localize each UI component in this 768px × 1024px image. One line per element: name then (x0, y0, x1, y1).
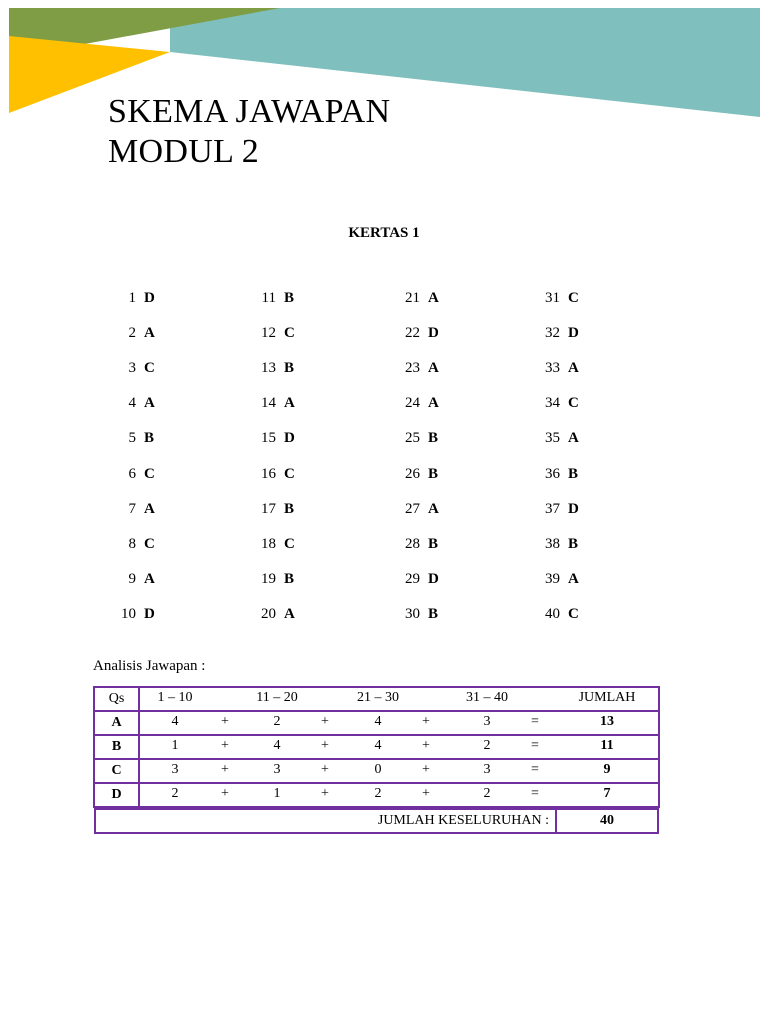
answer-item (534, 393, 579, 413)
question-number: 9 (128, 570, 136, 587)
plus-sign: + (321, 786, 329, 801)
answer-letter: D (568, 500, 579, 517)
plus-sign: + (422, 738, 430, 753)
answer-letter: B (428, 430, 439, 447)
question-number: 35 (545, 430, 560, 447)
answer-item (250, 288, 294, 308)
row-total: 7 (603, 786, 611, 801)
option-count: 4 (171, 714, 179, 729)
answer-item (534, 428, 579, 448)
question-number: 11 (261, 290, 276, 306)
answer-letter: C (568, 395, 579, 412)
plus-sign: + (422, 786, 430, 801)
answer-letter: B (284, 360, 295, 377)
question-number: 23 (405, 360, 420, 377)
option-count: 4 (374, 738, 382, 753)
question-number: 20 (261, 605, 276, 622)
question-number: 40 (545, 605, 560, 622)
answer-letter: B (284, 290, 295, 306)
answer-item (394, 499, 439, 519)
answer-letter: C (144, 465, 155, 482)
answer-letter: C (568, 605, 579, 622)
question-number: 1 (128, 290, 136, 306)
answer-item (394, 323, 439, 343)
answer-letter: B (284, 570, 295, 587)
question-number: 16 (261, 465, 276, 482)
range-header: 31 – 40 (466, 690, 508, 705)
range-header: 21 – 30 (357, 690, 399, 705)
analysis-row (94, 711, 659, 735)
answer-letter: A (568, 360, 579, 377)
plus-sign: + (321, 762, 329, 777)
question-number: 34 (545, 395, 560, 412)
equals-sign: = (531, 762, 539, 777)
question-number: 28 (405, 535, 420, 552)
answer-letter: A (284, 395, 295, 412)
answer-item (394, 604, 438, 624)
answer-letter: A (144, 500, 155, 517)
row-total: 11 (600, 738, 614, 753)
count-cell (139, 759, 659, 783)
plus-sign: + (221, 738, 229, 753)
analysis-row (94, 759, 659, 783)
answer-item (534, 358, 579, 378)
answer-letter: D (284, 430, 295, 447)
plus-sign: + (221, 714, 229, 729)
option-label: B (94, 735, 139, 759)
option-count: 2 (171, 786, 179, 801)
answer-item (534, 464, 578, 484)
question-number: 39 (545, 570, 560, 587)
question-number: 33 (545, 360, 560, 377)
answer-item (534, 569, 579, 589)
answer-item (110, 499, 155, 519)
question-number: 13 (261, 360, 276, 377)
plus-sign: + (321, 738, 329, 753)
question-number: 24 (405, 395, 420, 412)
answer-letter: B (568, 535, 579, 552)
question-number: 18 (261, 535, 276, 552)
answer-item (394, 358, 439, 378)
option-label: C (94, 759, 139, 783)
range-header: 11 – 20 (256, 690, 298, 705)
answer-letter: B (144, 430, 155, 447)
answer-item (250, 534, 295, 554)
count-cell (139, 783, 659, 807)
answer-item (394, 534, 438, 554)
answer-letter: B (284, 500, 295, 517)
answer-item (534, 288, 579, 308)
question-number: 38 (545, 535, 560, 552)
option-count: 2 (483, 786, 491, 801)
question-number: 6 (128, 465, 136, 482)
paper-label: KERTAS 1 (348, 225, 420, 241)
count-cell (139, 711, 659, 735)
option-count: 1 (273, 786, 281, 801)
answer-item (394, 464, 438, 484)
option-count: 4 (273, 738, 281, 753)
question-number: 29 (405, 570, 420, 587)
option-count: 2 (273, 714, 281, 729)
grand-total-row (94, 807, 659, 834)
answer-item (250, 358, 294, 378)
range-header-cell (139, 687, 659, 711)
option-count: 3 (171, 762, 179, 777)
answer-letter: A (568, 570, 579, 587)
option-count: 3 (483, 762, 491, 777)
question-number: 21 (405, 290, 420, 306)
answer-letter: A (284, 605, 295, 622)
answer-item (250, 499, 294, 519)
question-number: 36 (545, 465, 560, 482)
option-count: 3 (483, 714, 491, 729)
question-number: 7 (128, 500, 136, 517)
answer-item (250, 428, 295, 448)
question-number: 14 (261, 395, 276, 412)
question-number: 3 (128, 360, 136, 377)
question-number: 27 (405, 500, 420, 517)
answer-item (534, 604, 579, 624)
answer-item (250, 569, 294, 589)
analysis-label: Analisis Jawapan : (93, 658, 206, 674)
answer-letter: C (284, 465, 295, 482)
question-number: 25 (405, 430, 420, 447)
question-number: 15 (261, 430, 276, 447)
answer-letter: A (144, 570, 155, 587)
question-number: 5 (128, 430, 136, 447)
equals-sign: = (531, 714, 539, 729)
answer-item (534, 534, 578, 554)
question-number: 22 (405, 325, 420, 342)
analysis-row (94, 783, 659, 807)
grand-total-value: 40 (556, 809, 658, 833)
answer-item (110, 569, 155, 589)
answer-item (534, 323, 579, 343)
analysis-table (93, 686, 660, 834)
answer-item (250, 464, 295, 484)
answer-item (250, 604, 295, 624)
option-count: 2 (374, 786, 382, 801)
option-count: 1 (171, 738, 179, 753)
answer-letter: A (568, 430, 579, 447)
plus-sign: + (221, 762, 229, 777)
answer-letter: B (428, 605, 439, 622)
answer-letter: A (428, 395, 439, 412)
equals-sign: = (531, 786, 539, 801)
answer-item (110, 464, 155, 484)
answer-letter: A (428, 360, 439, 377)
question-number: 2 (128, 325, 136, 342)
answer-letter: C (144, 535, 155, 552)
answer-item (394, 288, 439, 308)
answer-item (110, 534, 155, 554)
answer-letter: C (144, 360, 155, 377)
plus-sign: + (422, 714, 430, 729)
answer-letter: A (144, 325, 155, 342)
row-total: 9 (603, 762, 611, 777)
answer-letter: B (568, 465, 579, 482)
option-label: A (94, 711, 139, 735)
option-label: D (94, 783, 139, 807)
question-number: 10 (121, 605, 136, 622)
option-count: 0 (374, 762, 382, 777)
option-count: 4 (374, 714, 382, 729)
total-header: JUMLAH (578, 690, 636, 705)
answer-letter: C (284, 325, 295, 342)
question-number: 37 (545, 500, 560, 517)
plus-sign: + (221, 786, 229, 801)
question-number: 8 (128, 535, 136, 552)
count-cell (139, 735, 659, 759)
analysis-header-row (94, 687, 659, 711)
option-count: 2 (483, 738, 491, 753)
option-count: 3 (273, 762, 281, 777)
question-number: 30 (405, 605, 420, 622)
question-number: 12 (261, 325, 276, 342)
answer-letter: C (284, 535, 295, 552)
grand-total-label: JUMLAH KESELURUHAN : (95, 809, 556, 833)
answer-letter: D (144, 290, 155, 306)
range-header: 1 – 10 (157, 690, 193, 705)
answer-letter: A (144, 395, 155, 412)
title-line-1: SKEMA JAWAPAN (108, 93, 391, 130)
plus-sign: + (321, 714, 329, 729)
question-number: 4 (128, 395, 136, 412)
answer-item (110, 323, 155, 343)
answer-item (534, 499, 579, 519)
answer-letter: A (428, 500, 439, 517)
answer-item (250, 323, 295, 343)
answer-letter: B (428, 535, 439, 552)
answer-letter: D (144, 605, 155, 622)
question-number: 19 (261, 570, 276, 587)
row-total: 13 (600, 714, 614, 729)
equals-sign: = (531, 738, 539, 753)
question-number: 32 (545, 325, 560, 342)
answer-letter: D (428, 325, 439, 342)
answer-letter: C (568, 290, 579, 306)
question-number: 26 (405, 465, 420, 482)
question-number: 31 (545, 290, 560, 306)
answer-letter: B (428, 465, 439, 482)
title-line-2: MODUL 2 (108, 133, 259, 170)
answer-item (110, 288, 155, 308)
question-number: 17 (261, 500, 276, 517)
answer-item (394, 428, 438, 448)
plus-sign: + (422, 762, 430, 777)
analysis-row (94, 735, 659, 759)
answer-item (110, 428, 154, 448)
answer-item (110, 393, 155, 413)
answer-item (110, 358, 155, 378)
answer-item (110, 604, 155, 624)
qs-header: Qs (94, 687, 139, 711)
answer-item (394, 393, 439, 413)
answer-item (394, 569, 439, 589)
answer-letter: A (428, 290, 439, 306)
answer-item (250, 393, 295, 413)
answer-letter: D (568, 325, 579, 342)
answer-letter: D (428, 570, 439, 587)
